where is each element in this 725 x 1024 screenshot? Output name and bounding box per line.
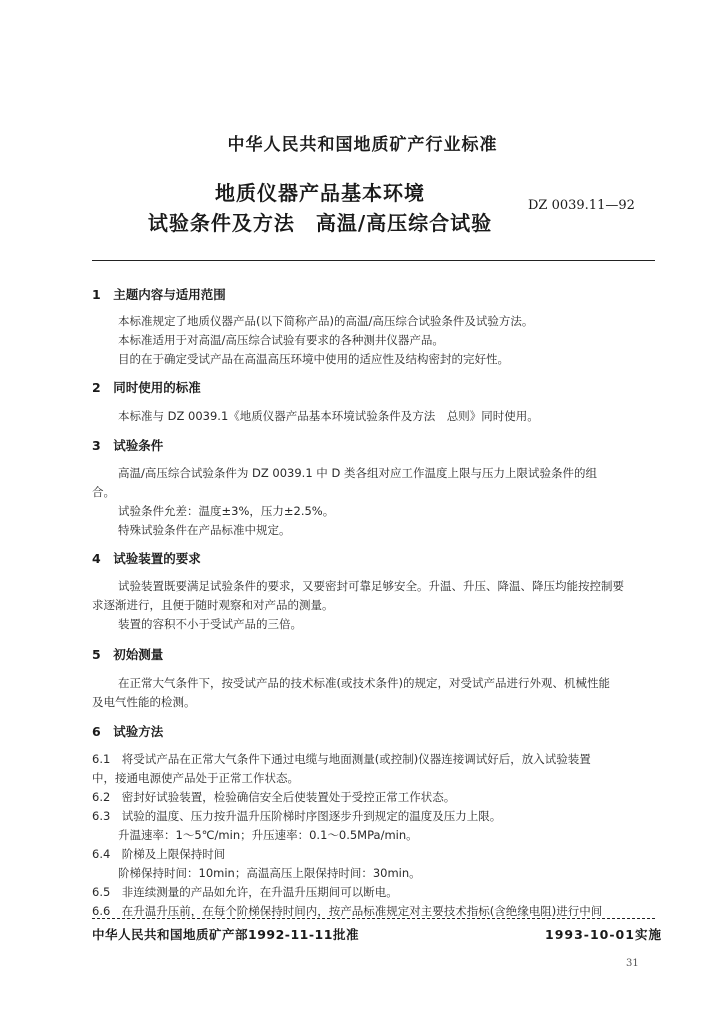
clause-6-1-cont: 中，接通电源使产品处于正常工作状态。 [92,771,299,785]
section-2-paragraph: 本标准与 DZ 0039.1《地质仪器产品基本环境试验条件及方法 总则》同时使用。 [118,409,539,423]
clause-6-2: 6.2 密封好试验装置，检验确信安全后使装置处于受控正常工作状态。 [92,790,456,804]
section-3-paragraph: 高温/高压综合试验条件为 DZ 0039.1 中 D 类各组对应工作温度上限与压力上限试验条件的组 [118,466,597,480]
effective-date: 1993-10-01实施 [545,927,662,942]
clause-6-3: 6.3 试验的温度、压力按升温升压阶梯时序图逐步升到规定的温度及压力上限。 [92,809,502,823]
section-5-heading: 5 初始测量 [92,647,164,662]
section-1-paragraph: 本标准适用于对高温/高压综合试验有要求的各种测井仪器产品。 [118,333,444,347]
clause-6-5: 6.5 非连续测量的产品如允许，在升温升压期间可以断电。 [92,885,398,899]
clause-6-4-times: 阶梯保持时间：10min；高温高压上限保持时间：30min。 [118,866,421,880]
section-4-paragraph: 求逐渐进行，且便于随时观察和对产品的测量。 [92,598,334,612]
issuing-organization: 中华人民共和国地质矿产行业标准 [227,135,498,155]
section-3-paragraph: 特殊试验条件在产品标准中规定。 [118,523,291,537]
standard-title-line1: 地质仪器产品基本环境 [215,181,425,205]
section-5-paragraph: 在正常大气条件下，按受试产品的技术标准(或技术条件)的规定，对受试产品进行外观、机械性能 [118,676,610,690]
page-number: 31 [626,958,639,969]
approval-line: 中华人民共和国地质矿产部1992-11-11批准 [92,927,359,942]
standard-title-line2: 试验条件及方法 高温/高压综合试验 [147,211,493,235]
section-6-heading: 6 试验方法 [92,724,164,739]
section-4-heading: 4 试验装置的要求 [92,551,201,566]
section-1-paragraph: 目的在于确定受试产品在高温高压环境中使用的适应性及结构密封的完好性。 [118,352,509,366]
header-divider [92,260,655,261]
standard-code: DZ 0039.11—92 [528,198,635,213]
section-3-paragraph: 合。 [92,485,115,499]
section-1-heading: 1 主题内容与适用范围 [92,287,226,302]
clause-6-3-rates: 升温速率：1～5℃/min；升压速率：0.1～0.5MPa/min。 [118,828,418,842]
section-1-paragraph: 本标准规定了地质仪器产品(以下简称产品)的高温/高压综合试验条件及试验方法。 [118,314,534,328]
clause-6-1: 6.1 将受试产品在正常大气条件下通过电缆与地面测量(或控制)仪器连接调试好后，放入试验装置 [92,752,591,766]
section-2-heading: 2 同时使用的标准 [92,380,201,395]
clause-6-4: 6.4 阶梯及上限保持时间 [92,847,226,861]
section-5-paragraph: 及电气性能的检测。 [92,695,196,709]
section-4-paragraph: 装置的容积不小于受试产品的三倍。 [118,617,302,631]
section-4-paragraph: 试验装置既要满足试验条件的要求，又要密封可靠足够安全。升温、升压、降温、降压均能按控制要 [118,579,624,593]
clause-6-6: 6.6 在升温升压前，在每个阶梯保持时间内，按产品标准规定对主要技术指标(含绝缘电阻)进行中间 [92,904,603,918]
section-3-paragraph: 试验条件允差：温度±3%，压力±2.5%。 [118,504,335,518]
footer-divider [92,918,655,919]
section-3-heading: 3 试验条件 [92,438,164,453]
